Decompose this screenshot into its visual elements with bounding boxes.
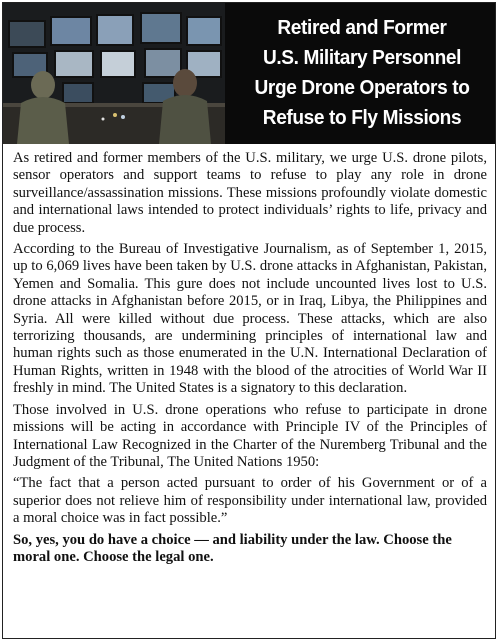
paragraph-quote: “The fact that a person acted pursuant to order of his Government or of a superior does not relieve him of responsibility under international law, provided a moral choice was in fact possible.” [13,475,487,527]
paragraph-casualties: According to the Bureau of Investigative Journalism, as of September 1, 2015, up to 6,069 lives have been taken by U.S. drone attacks in Afghanistan, Pakistan, Yemen and Somalia. This gure does not include uncounted lives lost to U.S. drone attacks in Afghanistan before 2015, or in Iraq, Libya, the Philippines and Syria. All were killed without due process. These attacks, which are also terrorizing thousands, are undermining principles of international law and human rights such as those enumerated in the U.N. International Declaration of Human Rights, written in 1948 with the blood of the atrocities of World War II freshly in mind. The United States is a signatory to this declaration. [13,241,487,397]
headline-line-4: Refuse to Fly Missions [262,106,462,129]
header-banner [3,3,495,144]
headline-line-3: Urge Drone Operators to [254,76,470,99]
paragraph-nuremberg: Those involved in U.S. drone operations who refuse to participate in drone missions will be acting in accordance with Principle IV of the Principles of International Law Recognized in the Charter of the Nuremberg Tribunal and the Judgment of the Tribunal, The United Nations 1950: [13,401,487,470]
headline-line-1: Retired and Former [277,16,447,39]
flyer [2,2,496,639]
headline [240,13,484,133]
drone-control-room-photo [3,3,225,144]
paragraph-intro: As retired and former members of the U.S. military, we urge U.S. drone pilots, sensor operators and support teams to refuse to play any role in drone surveillance/assassination missions. These missions profoundly violate domestic and international laws intended to protect individuals’ rights to life, privacy and due process. [13,150,487,236]
closing-statement: So, yes, you do have a choice — and liability under the law. Choose the moral one. Choose the legal one. [13,531,452,566]
body-text [13,150,487,571]
headline-line-2: U.S. Military Personnel [262,46,462,69]
